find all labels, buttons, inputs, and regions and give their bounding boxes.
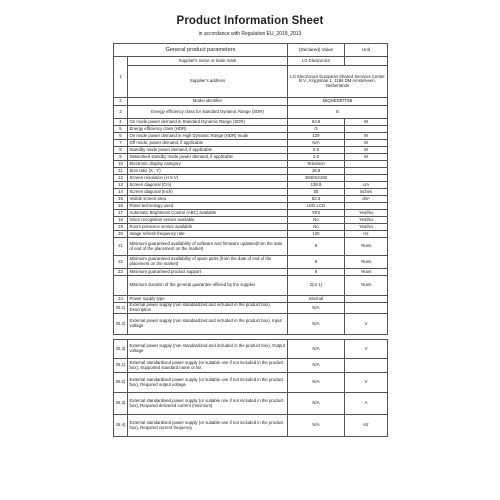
table-header-row	[114, 44, 388, 57]
row-parameter: Minimum guaranteed product support	[128, 269, 288, 276]
row-value: 16:9	[288, 168, 345, 175]
table-row	[114, 217, 388, 224]
row-unit: W	[345, 147, 388, 154]
row-value: No	[288, 224, 345, 231]
row-number: 14	[114, 189, 128, 196]
row-value: LED LCD	[288, 203, 345, 210]
table-row	[114, 189, 388, 196]
row-number: 10	[114, 161, 128, 168]
row-parameter: Screen resolution (H X V)	[128, 175, 288, 182]
row-value: 2.0	[288, 154, 345, 161]
row-number: 21	[114, 238, 128, 256]
row-unit: Years	[345, 238, 388, 256]
table-row	[114, 106, 388, 119]
row-unit: V	[345, 373, 388, 393]
row-unit	[345, 126, 388, 133]
row-value: YES	[288, 210, 345, 217]
row-number	[114, 276, 128, 296]
row-number: 7	[114, 140, 128, 147]
row-number: 23	[114, 269, 128, 276]
table-row	[114, 373, 388, 393]
row-parameter: Networked standby mode power demand, if applicable	[128, 154, 288, 161]
row-number: 20	[114, 231, 128, 238]
table-row	[114, 296, 388, 303]
row-parameter: External power supply (non standardized and included in the product box), Description	[128, 303, 288, 314]
row-number: 19	[114, 224, 128, 231]
table-row	[114, 168, 388, 175]
table-row	[114, 66, 388, 98]
row-unit	[345, 175, 388, 182]
row-parameter: Supplier's name or trade mark	[128, 57, 288, 66]
table-row	[114, 175, 388, 182]
row-number: 9	[114, 154, 128, 161]
row-parameter: External power supply (non standardized and included in the product box), Output voltage	[128, 340, 288, 359]
table-row	[114, 154, 388, 161]
row-parameter: Voice recognition sensor available	[128, 217, 288, 224]
table-row	[114, 57, 388, 66]
row-unit	[345, 359, 388, 373]
row-number: 17	[114, 210, 128, 217]
row-parameter: Model identifier	[128, 98, 288, 106]
table-row	[114, 303, 388, 314]
row-unit: Hz	[345, 231, 388, 238]
row-parameter: Image refresh frequency rate	[128, 231, 288, 238]
parameters-table	[113, 43, 388, 437]
row-parameter: On mode power demand in High Dynamic Range (HDR) mode	[128, 133, 288, 140]
row-unit: Hz	[345, 415, 388, 437]
row-number: 26.3)	[114, 393, 128, 415]
row-value: LG Electronics European Shared Services Center B.V., Krijgsman 1, 1186 DM Amstelveen, Netherlands	[288, 66, 388, 98]
row-number: 25.2)	[114, 314, 128, 335]
product-information-sheet	[113, 10, 387, 492]
row-unit: Years	[345, 256, 388, 269]
row-parameter: Room presence sensor available	[128, 224, 288, 231]
row-number: 4	[114, 119, 128, 126]
row-number: 12	[114, 175, 128, 182]
row-parameter: Minimum duration of the general guarantee offered by the supplier	[128, 276, 288, 296]
row-parameter: Size ratio (X : Y)	[128, 168, 288, 175]
row-parameter: Screen diagonal (Cm)	[128, 182, 288, 189]
row-parameter: External standardised power supply (or suitable one if not included in the product box), Required output voltage	[128, 373, 288, 393]
row-value: No	[288, 217, 345, 224]
row-unit: Yes/No	[345, 217, 388, 224]
row-value: 138.8	[288, 182, 345, 189]
table-row	[114, 415, 388, 437]
row-value: 8	[288, 238, 345, 256]
row-unit: dm²	[345, 196, 388, 203]
column-header-unit: Unit	[345, 44, 388, 57]
row-number: 11	[114, 168, 128, 175]
row-number: 24	[114, 296, 128, 303]
table-row	[114, 98, 388, 106]
row-number: 25.3)	[114, 340, 128, 359]
row-parameter: Standby mode power demand, if applicable	[128, 147, 288, 154]
row-number: 8	[114, 147, 128, 154]
row-unit: cm	[345, 182, 388, 189]
row-parameter: Power supply type	[128, 296, 288, 303]
row-parameter: Energy efficiency class for standard Dynamic Range (SDR)	[128, 106, 288, 119]
table-row	[114, 119, 388, 126]
row-unit: Years	[345, 269, 388, 276]
table-row	[114, 256, 388, 269]
row-unit: A	[345, 393, 388, 415]
row-number: 3	[114, 106, 128, 119]
table-row	[114, 147, 388, 154]
row-parameter: On mode power demand in Standard Dynamic Range (SDR)	[128, 119, 288, 126]
row-number: 16	[114, 203, 128, 210]
row-parameter: Minimum guaranteed availability of software and firmware updates(from the date of end of the placement on the market)	[128, 238, 288, 256]
row-value: N/A	[288, 314, 345, 335]
row-value: Televison	[288, 161, 345, 168]
row-unit: inches	[345, 189, 388, 196]
column-header-declared: (Declared) Value	[288, 44, 345, 57]
table-row	[114, 196, 388, 203]
row-value: N/A	[288, 303, 345, 314]
table-row	[114, 126, 388, 133]
row-value: N/A	[288, 140, 345, 147]
row-value: G	[288, 126, 345, 133]
row-parameter: External standardised power supply (or suitable one if not included in the product box), Supported standard name or list	[128, 359, 288, 373]
row-unit: Yes/No	[345, 224, 388, 231]
row-number: 22	[114, 256, 128, 269]
row-parameter: Minimum guaranteed availability of spare parts (from the date of end of the placement on the market)	[128, 256, 288, 269]
row-parameter: Off mode, power demand, if applicable	[128, 140, 288, 147]
row-unit: V	[345, 314, 388, 335]
row-value: N/A	[288, 373, 345, 393]
row-parameter: External power supply (non standardized and included in the product box), Input voltage	[128, 314, 288, 335]
row-value: N/A	[288, 340, 345, 359]
row-number: 26.2)	[114, 373, 128, 393]
row-unit	[345, 203, 388, 210]
table-row	[114, 276, 388, 296]
row-parameter: External standardised power supply (or suitable one if not included in the product box), Required current frequency	[128, 415, 288, 437]
row-value: 129	[288, 133, 345, 140]
row-value: 2(or 1)	[288, 276, 345, 296]
table-row	[114, 161, 388, 168]
row-unit: V	[345, 340, 388, 359]
row-number: 26.1)	[114, 359, 128, 373]
row-value: 8	[288, 256, 345, 269]
table-row	[114, 359, 388, 373]
row-value: 55	[288, 189, 345, 196]
row-parameter: Automatic Brightness Control (ABC) available	[128, 210, 288, 217]
page-title: Product Information Sheet	[176, 15, 324, 27]
row-number: 26.4)	[114, 415, 128, 437]
row-value: E	[288, 106, 388, 119]
table-row	[114, 314, 388, 335]
row-unit: W	[345, 154, 388, 161]
row-value: 0.5	[288, 147, 345, 154]
row-parameter: Visible screen area	[128, 196, 288, 203]
row-unit	[345, 296, 388, 303]
row-value: 82.3	[288, 196, 345, 203]
row-value: LG Electronics	[288, 57, 345, 66]
row-parameter: Supplier's address	[128, 66, 288, 98]
column-header-params: General product parameters	[114, 44, 288, 57]
row-value: N/A	[288, 415, 345, 437]
table-row	[114, 269, 388, 276]
row-number: 1	[114, 57, 128, 98]
row-value: 3840X2160	[288, 175, 345, 182]
row-parameter: Screen diagonal (Inch)	[128, 189, 288, 196]
table-row	[114, 140, 388, 147]
row-number: 5	[114, 126, 128, 133]
row-value: Internal	[288, 296, 345, 303]
row-unit: W	[345, 140, 388, 147]
table-row	[114, 393, 388, 415]
row-value: 55QNED87T6B	[288, 98, 388, 106]
row-unit	[345, 57, 388, 66]
table-row	[114, 210, 388, 217]
row-parameter: External standardised power supply (or suitable one if not included in the product box), Required delivered current (minimum)	[128, 393, 288, 415]
row-unit: W	[345, 133, 388, 140]
row-value: N/A	[288, 393, 345, 415]
table-row	[114, 224, 388, 231]
row-value: 120	[288, 231, 345, 238]
row-number: 15	[114, 196, 128, 203]
row-unit: Years	[345, 276, 388, 296]
row-unit	[345, 168, 388, 175]
table-row	[114, 203, 388, 210]
row-value: 8	[288, 269, 345, 276]
table-row	[114, 231, 388, 238]
page-subtitle: in accordance with Regulation EU_2019_2013	[198, 31, 302, 37]
row-number: 13	[114, 182, 128, 189]
row-parameter: Panel technology used	[128, 203, 288, 210]
row-number: 2	[114, 98, 128, 106]
row-number: 18	[114, 217, 128, 224]
row-value: N/A	[288, 359, 345, 373]
row-unit	[345, 303, 388, 314]
row-unit	[345, 161, 388, 168]
row-parameter: Electronic display category	[128, 161, 288, 168]
row-parameter: Energy efficiency class (HDR)	[128, 126, 288, 133]
table-row	[114, 133, 388, 140]
table-row	[114, 340, 388, 359]
row-number: 6	[114, 133, 128, 140]
table-row	[114, 238, 388, 256]
row-number: 25.1)	[114, 303, 128, 314]
row-unit: Yes/No	[345, 210, 388, 217]
row-value: 63.9	[288, 119, 345, 126]
row-unit: W	[345, 119, 388, 126]
table-row	[114, 182, 388, 189]
